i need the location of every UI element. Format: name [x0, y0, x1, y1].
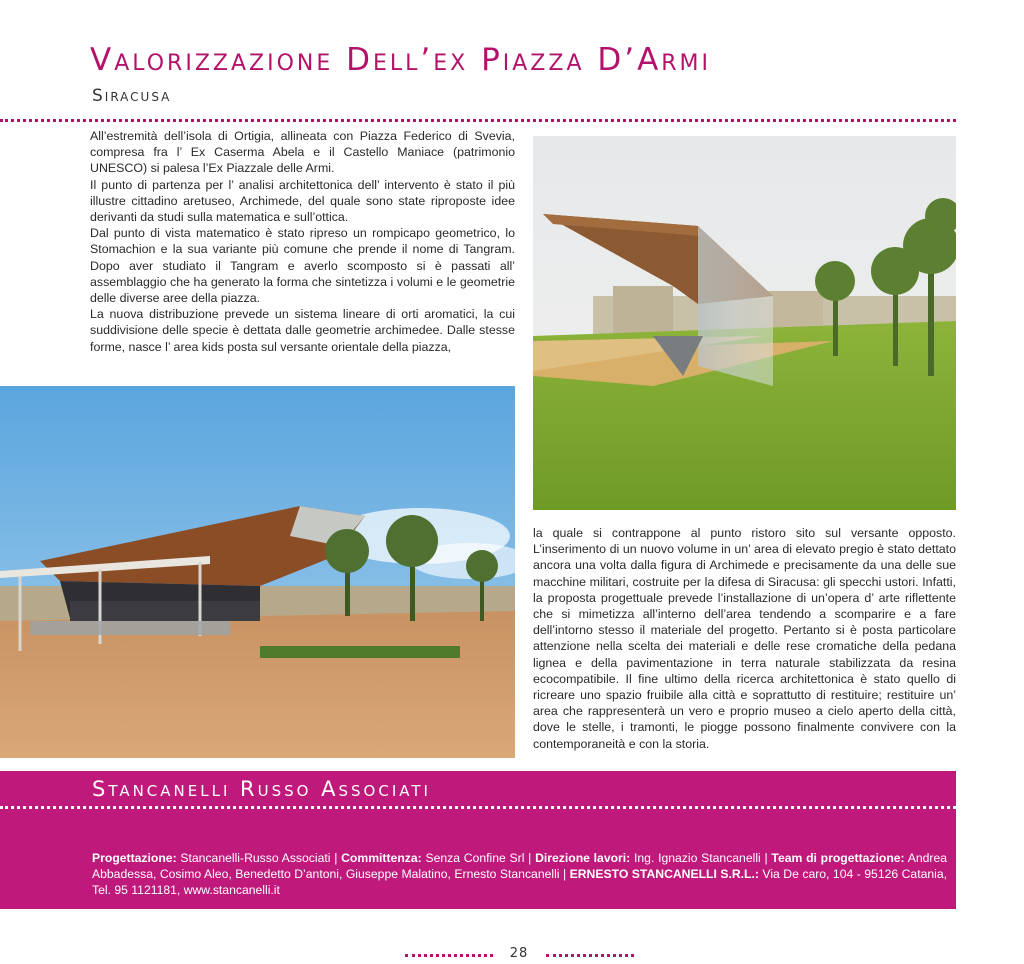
pavilion-lawn-photo — [533, 136, 956, 510]
band-divider — [0, 806, 956, 809]
page-number: 28 — [509, 946, 529, 961]
page-title: Valorizzazione Dell’ex Piazza D’Armi — [90, 42, 712, 78]
paragraph: Il punto di partenza per l’ analisi architettonica dell’ intervento è stato il più illustre cittadino aretuseo, Archimede, del quale sono state riproposte idee derivanti da studi sulla matematica e sull’ottica. — [90, 177, 515, 225]
header-divider — [0, 119, 956, 122]
paragraph: Dal punto di vista matematico è stato ripreso un rompicapo geometrico, lo Stomachion e la sua variante più comune che prende il nome di Tangram. Dopo aver studiato il Tangram e averlo scomposto si è passati all’ assemblaggio che ha generato la forma che sintetizza i volumi e le geometrie delle diverse aree della piazza. — [90, 226, 515, 306]
credit-label: Team di progettazione: — [771, 851, 905, 865]
paragraph: All’estremità dell’isola di Ortigia, allineata con Piazza Federico di Svevia, compresa fra l’ Ex Caserma Abela e il Castello Maniace (patrimonio UNESCO) si palesa l’Ex Piazzale delle Armi. — [90, 129, 515, 176]
credit-value: Ing. Ignazio Stancanelli | — [630, 851, 772, 865]
location-subtitle: Siracusa — [92, 86, 172, 106]
credit-label: Committenza: — [341, 851, 422, 865]
project-credits — [92, 850, 947, 898]
credit-value: Stancanelli-Russo Associati | — [176, 851, 342, 865]
paragraph: La nuova distribuzione prevede un sistema lineare di orti aromatici, la cui suddivisione delle specie è dettata dalle geometrie archimedee. Dalle stesse forme, nasce l’ area kids posta sul versante orientale della piazza, — [90, 307, 515, 354]
credit-label: Direzione lavori: — [535, 851, 631, 865]
credit-value: Senza Confine Srl | — [421, 851, 536, 865]
paragraph: la quale si contrappone al punto ristoro sito sul versante opposto. L’inserimento di un nuovo volume in un’ area di elevato pregio è stato dettato ancora una volta dalla figura di Archimede e precisamente da una delle sue macchine militari, costruite per la difesa di Siracusa: gli specchi ustori. Infatti, la proposta progettuale prevede l’installazione di un’opera d’ arte riflettente che si mimetizza all’interno dell’area tendendo a scomparire e a fare dell’intorno stesso il materiale del progetto. Pertanto si è posta particolare attenzione nella scelta dei materiali e delle rese cromatiche della pedana lignea e della pavimentazione in terra naturale stabilizzata da resina ecocompatibile. Il fine ultimo della ricerca architettonica è stato quello di ricreare uno spazio fruibile alla città e soprattutto di restituire; restituire un’ area che rappresenterà un vero e proprio museo a cielo aperto della città, dove le stelle, i tramonti, le piogge possono finalmente convivere con la contemporaneità e con la storia. — [533, 526, 956, 751]
page-number-rule-left — [405, 954, 493, 957]
company-name: ERNESTO STANCANELLI S.R.L.: — [569, 867, 759, 881]
article-column-left — [90, 128, 515, 355]
credit-label: Progettazione: — [92, 851, 177, 865]
pavilion-plaza-photo — [0, 386, 515, 758]
firm-name: Stancanelli Russo Associati — [92, 777, 431, 801]
credit-value: Andrea Abbadessa, Cosimo Aleo, Benedetto D’antoni, Giuseppe Malatino, Ernesto Stancanelli | — [92, 851, 947, 881]
page-number-rule-right — [546, 954, 634, 957]
article-column-right — [533, 525, 956, 752]
company-address: Via De caro, 104 - 95126 Catania, Tel. 95 1121181, www.stancanelli.it — [92, 867, 948, 897]
